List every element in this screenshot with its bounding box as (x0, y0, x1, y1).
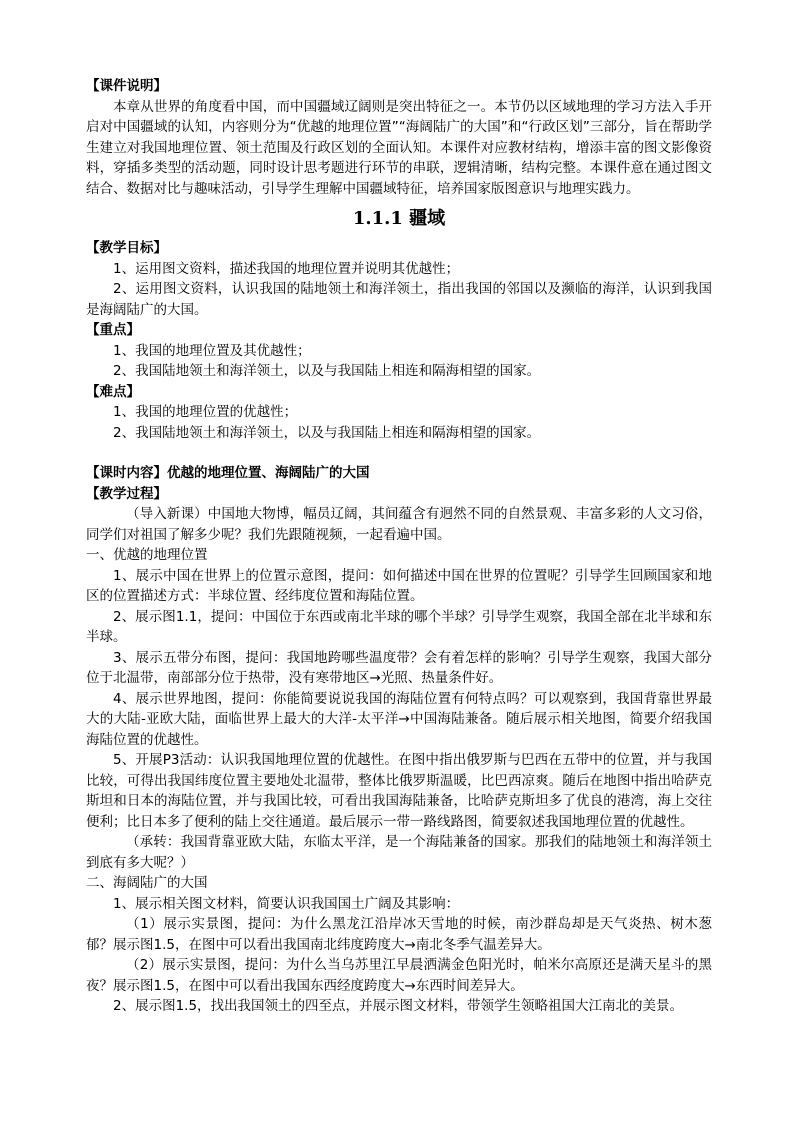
transition-note: （承转：我国背靠亚欧大陆，东临太平洋，是一个海陆兼备的国家。那我们的陆地领土和海洋领土到底有多大呢？） (86, 834, 712, 871)
part2-title: 二、海阔陆广的大国 (86, 875, 208, 891)
part2-sub-2: （2）展示实景图，提问：为什么当乌苏里江早晨洒满金色阳光时，帕米尔高原还是满天星斗的黑夜？展示图1.5，在图中可以看出我国东西经度跨度大→东西时间差异大。 (86, 957, 712, 994)
part1-item-1: 1、展示中国在世界上的位置示意图，提问：如何描述中国在世界的位置呢？引导学生回顾国家和地区的位置描述方式：半球位置、经纬度位置和海陆位置。 (86, 567, 712, 604)
objectives-heading: 【教学目标】 (86, 240, 167, 256)
difficulty-item-1: 1、我国的地理位置的优越性； (113, 404, 298, 420)
document-page (86, 76, 712, 1017)
part1-title: 一、优越的地理位置 (86, 547, 208, 563)
objective-item-1: 1、运用图文资料，描述我国的地理位置并说明其优越性； (113, 260, 460, 277)
key-points-heading: 【重点】 (86, 322, 140, 338)
courseware-note-heading: 【课件说明】 (86, 78, 167, 94)
part1-item-2: 2、展示图1.1，提问：中国位于东西或南北半球的哪个半球？引导学生观察，我国全部在北半球和东半球。 (86, 608, 712, 645)
process-intro: （导入新课）中国地大物博，幅员辽阔，其间蕴含有迥然不同的自然景观、丰富多彩的人文习俗，同学们对祖国了解多少呢？我们先跟随视频，一起看遍中国。 (86, 506, 712, 543)
difficulties-heading: 【难点】 (86, 383, 140, 400)
part2-sub-1: （1）展示实景图，提问：为什么黑龙江沿岸冰天雪地的时候，南沙群岛却是天气炎热、树木葱郁？展示图1.5，在图中可以看出我国南北纬度跨度大→南北冬季气温差异大。 (86, 916, 712, 953)
process-heading: 【教学过程】 (86, 485, 167, 502)
part2-item-2: 2、展示图1.5，找出我国领土的四至点，并展示图文材料，带领学生领略祖国大江南北的美景。 (113, 998, 684, 1014)
section-title: 1.1.1 疆域 (352, 208, 446, 229)
objective-item-2: 2、运用图文资料，认识我国的陆地领土和海洋领土，指出我国的邻国以及濒临的海洋，认识到我国是海阔陆广的大国。 (86, 281, 712, 318)
key-point-item-2: 2、我国陆地领土和海洋领土，以及与我国陆上相连和隔海相望的国家。 (113, 363, 541, 379)
lesson-content: 【课时内容】优越的地理位置、海阔陆广的大国 (86, 465, 370, 481)
part1-item-3: 3、展示五带分布图，提问：我国地跨哪些温度带？会有着怎样的影响？引导学生观察，我国大部分位于北温带，南部部分位于热带，没有寒带地区→光照、热量条件好。 (86, 649, 712, 686)
part1-item-4: 4、展示世界地图，提问：你能简要说说我国的海陆位置有何特点吗？可以观察到，我国背靠世界最大的大陆-亚欧大陆，面临世界上最大的大洋-太平洋→中国海陆兼备。随后展示相关地图，简要介绍我国海陆位置的优越性。 (86, 690, 712, 748)
difficulty-item-2: 2、我国陆地领土和海洋领土，以及与我国陆上相连和隔海相望的国家。 (113, 424, 541, 441)
key-point-item-1: 1、我国的地理位置及其优越性； (113, 342, 311, 359)
part2-item-1: 1、展示相关图文材料，简要认识我国国土广阔及其影响： (113, 895, 460, 912)
courseware-note-body: 本章从世界的角度看中国，而中国疆域辽阔则是突出特征之一。本节仍以区域地理的学习方法入手开启对中国疆域的认知，内容则分为“优越的地理位置”“海阔陆广的大国”和“行政区划”三部分，旨在帮助学生建立对我国地理位置、领土范围及行政区划的全面认知。本课件对应教材结构，增添丰富的图文影像资料，穿插多类型的活动题，同时设计思考题进行环节的串联，逻辑清晰，结构完整。本课件意在通过图文结合、数据对比与趣味活动，引导学生理解中国疆域特征，培养国家版图意识与地理实践力。 (86, 98, 712, 197)
spacer (86, 443, 712, 463)
part1-item-5: 5、开展P3活动：认识我国地理位置的优越性。在图中指出俄罗斯与巴西在五带中的位置，并与我国比较，可得出我国纬度位置主要地处北温带，整体比俄罗斯温暖，比巴西凉爽。随后在地图中指出哈萨克斯坦和日本的海陆位置，并与我国比较，可看出我国海陆兼备，比哈萨克斯坦多了优良的港湾，海上交往便利；比日本多了便利的陆上交往通道。最后展示一带一路线路图，简要叙述我国地理位置的优越性。 (86, 752, 712, 830)
